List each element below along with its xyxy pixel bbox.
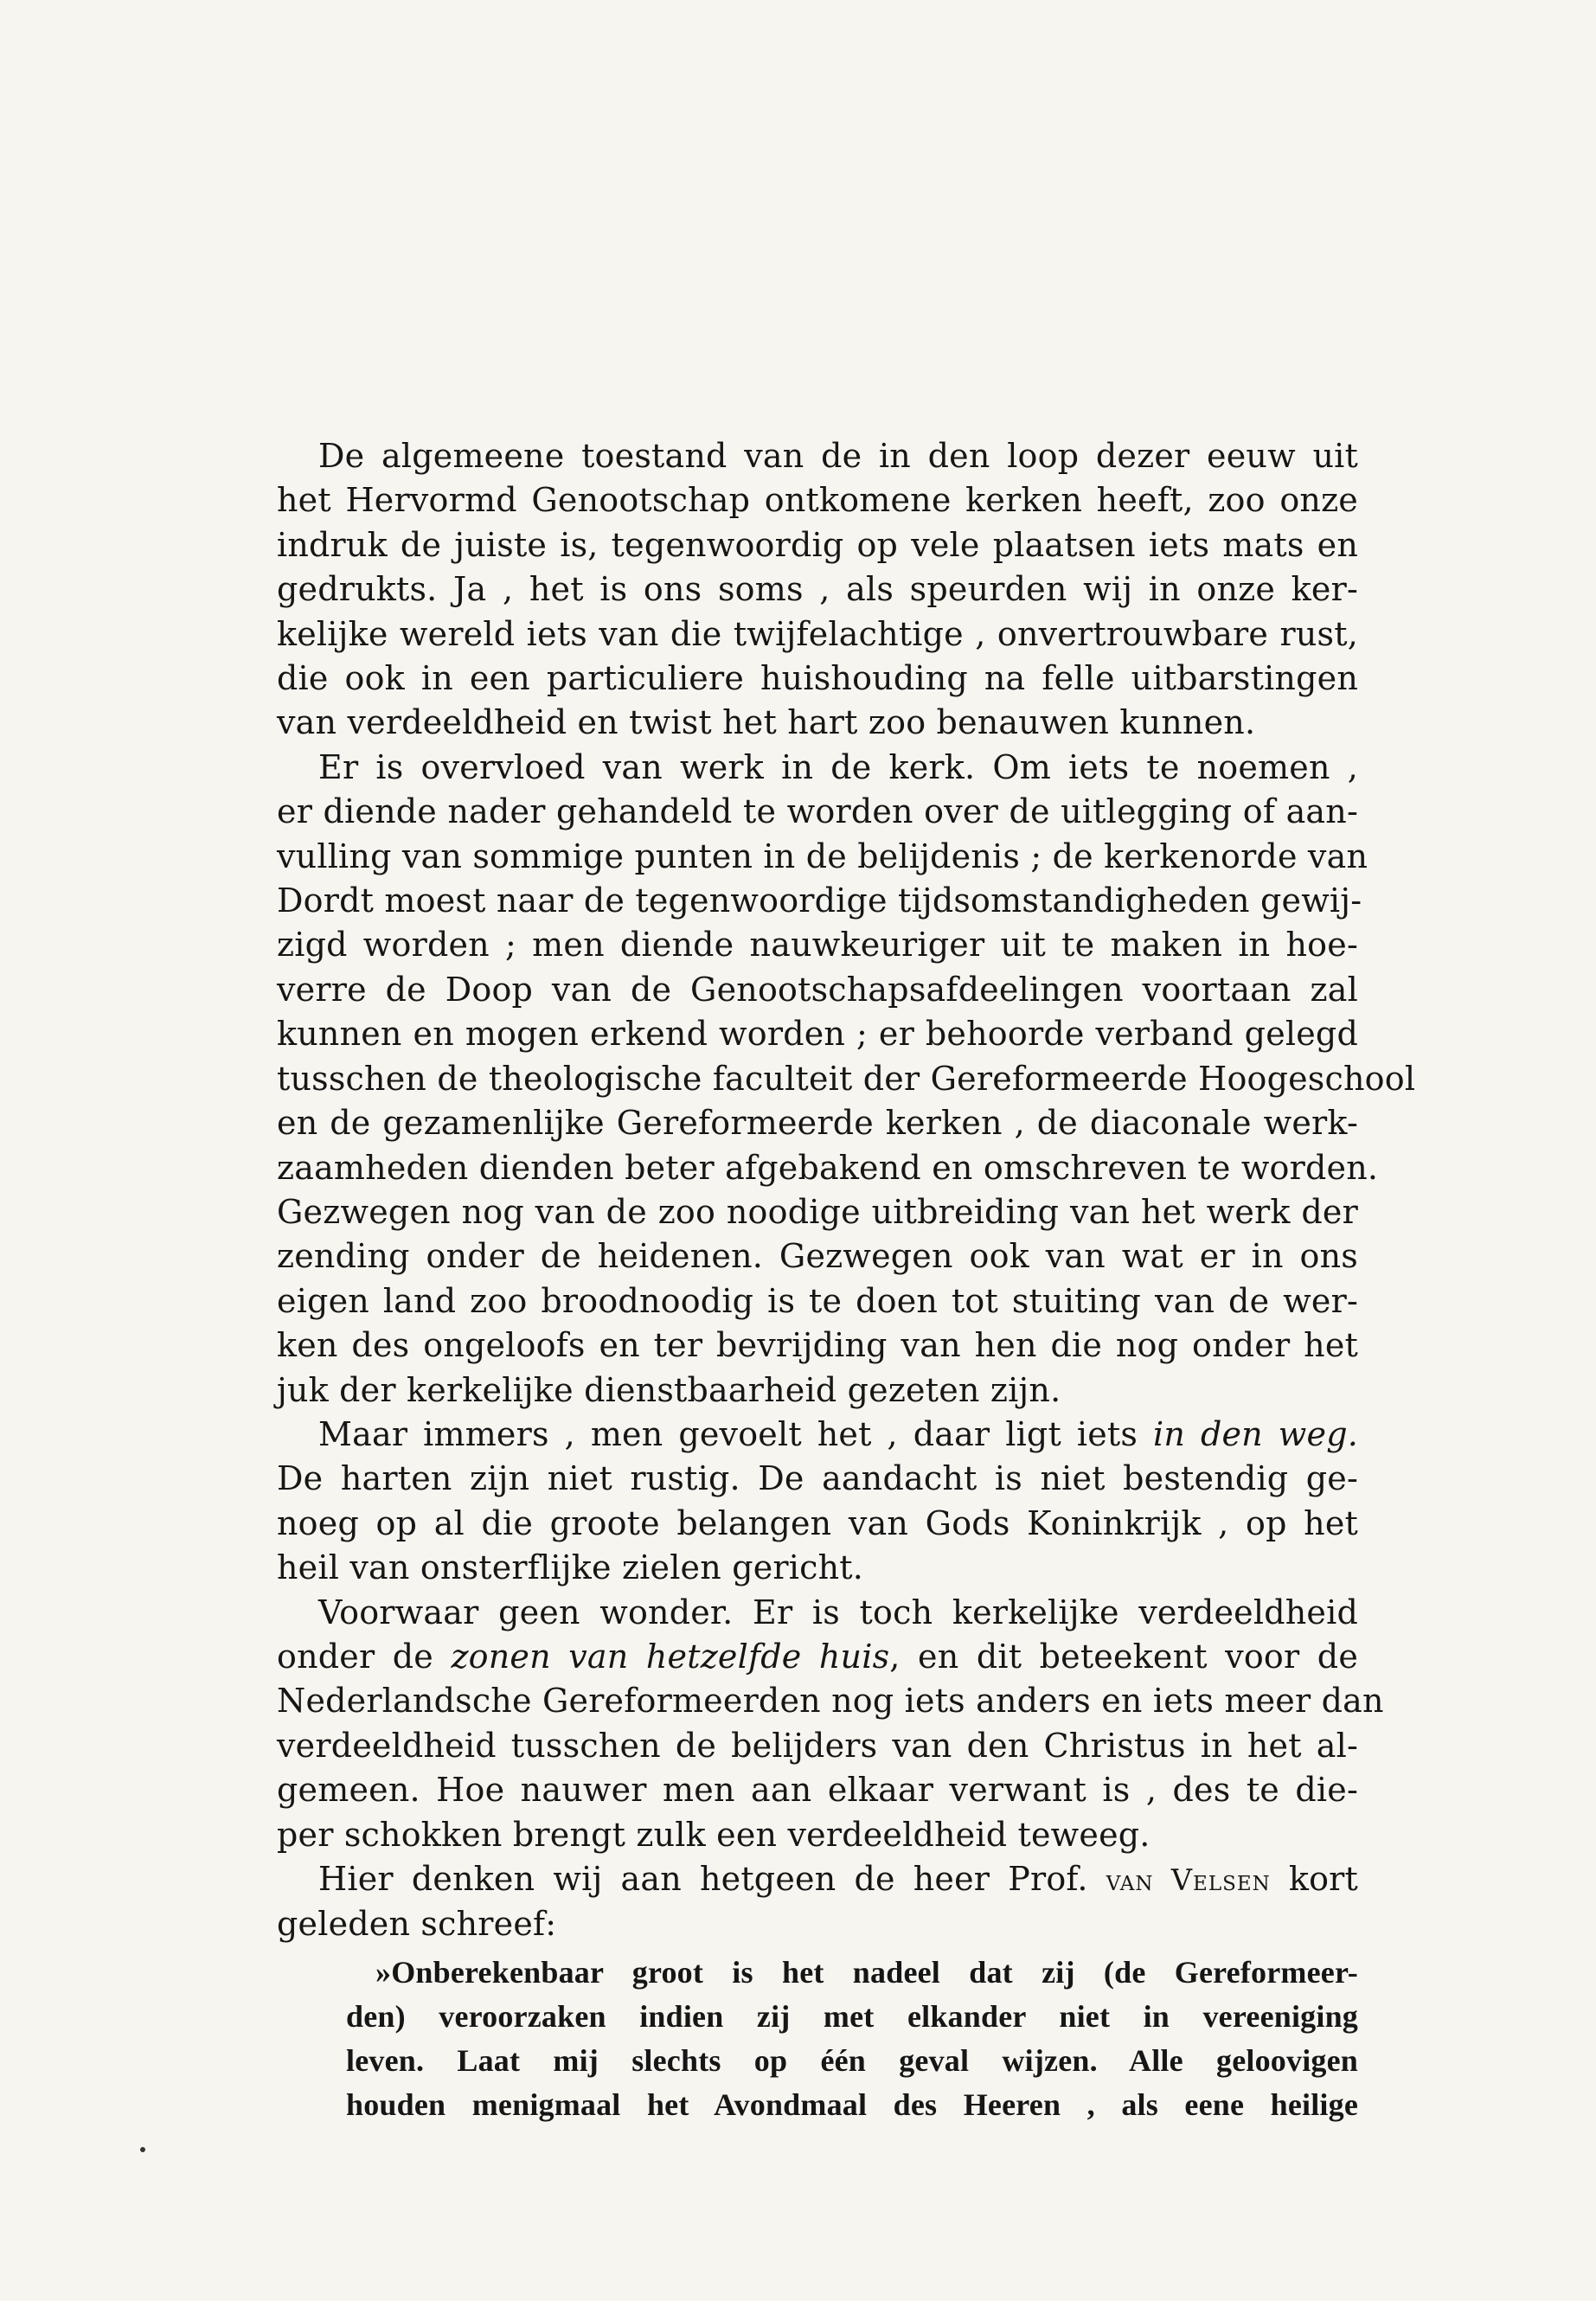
text-line: De algemeene toestand van de in den loop dezer eeuw uit (318, 437, 1358, 475)
block-quote (277, 1951, 1358, 2127)
italic-phrase: zonen van hetzelfde huis (451, 1637, 890, 1676)
body-text (277, 434, 1416, 2127)
italic-phrase: in den weg. (1153, 1414, 1359, 1453)
text-line: Voorwaar geen wonder. Er is toch kerkelijke verdeeldheid (318, 1593, 1358, 1631)
text-line: Dordt moest naar de tegenwoordige tijdsomstandigheden gewij- (277, 881, 1362, 920)
text-line: juk der kerkelijke dienstbaarheid gezeten zijn. (277, 1370, 1061, 1409)
text-line: Gezwegen nog van de zoo noodige uitbreiding van het werk der (277, 1192, 1358, 1231)
quote-line: houden menigmaal het Avondmaal des Heeren , als eene heilige (346, 2086, 1358, 2122)
text-line: De harten zijn niet rustig. De aandacht is niet bestendig ge- (277, 1459, 1358, 1498)
text-line: die ook in een particuliere huishouding na felle uitbarstingen (277, 659, 1358, 698)
text-line: eigen land zoo broodnoodig is te doen tot stuiting van de wer- (277, 1281, 1358, 1320)
text-line (277, 1857, 1358, 1902)
paragraph-1 (277, 434, 1358, 746)
text-line: Nederlandsche Gereformeerden nog iets anders en iets meer dan (277, 1682, 1384, 1721)
margin-speck (140, 2147, 145, 2152)
text-segment: Hier denken wij aan hetgeen de heer Prof. (318, 1860, 1088, 1898)
text-segment: kort (1288, 1860, 1358, 1898)
text-segment: , en dit beteekent voor de (889, 1637, 1359, 1676)
text-segment: Maar immers , men gevoelt het , daar ligt iets (318, 1414, 1138, 1453)
paragraph-3 (277, 1413, 1358, 1591)
text-line: heil van onsterflijke zielen gericht. (277, 1548, 864, 1587)
text-line: van verdeeldheid en twist het hart zoo benauwen kunnen. (277, 703, 1256, 742)
text-line: per schokken brengt zulk een verdeeldheid teweeg. (277, 1815, 1151, 1854)
text-line: en de gezamenlijke Gereformeerde kerken , de diaconale werk- (277, 1104, 1358, 1143)
text-line (277, 1635, 1358, 1679)
text-line: vulling van sommige punten in de belijdenis ; de kerkenorde van (277, 836, 1368, 875)
text-line: verre de Doop van de Genootschapsafdeelingen voortaan zal (277, 970, 1358, 1009)
text-line: er diende nader gehandeld te worden over de uitlegging of aan- (277, 792, 1358, 831)
text-segment: onder de (277, 1637, 433, 1676)
author-name: van Velsen (1106, 1863, 1271, 1897)
text-line: het Hervormd Genootschap ontkomene kerken heeft, zoo onze (277, 481, 1358, 520)
text-line: indruk de juiste is, tegenwoordig op vele plaatsen iets mats en (277, 525, 1358, 564)
paragraph-2 (277, 746, 1416, 1413)
text-line: Er is overvloed van werk in de kerk. Om iets te noemen , (318, 747, 1358, 786)
paragraph-4 (277, 1591, 1384, 1857)
text-line: kunnen en mogen erkend worden ; er behoorde verband gelegd (277, 1015, 1358, 1054)
text-line: gemeen. Hoe nauwer men aan elkaar verwant is , des te die- (277, 1771, 1358, 1810)
paragraph-5 (277, 1857, 1358, 1947)
text-line: zending onder de heidenen. Gezwegen ook van wat er in ons (277, 1237, 1358, 1276)
text-line: noeg op al die groote belangen van Gods Koninkrijk , op het (277, 1503, 1358, 1542)
text-line: zaamheden dienden beter afgebakend en omschreven te worden. (277, 1148, 1379, 1187)
text-line: tusschen de theologische faculteit der Gereformeerde Hoogeschool (277, 1059, 1416, 1098)
text-line: gedrukts. Ja , het is ons soms , als speurden wij in onze ker- (277, 570, 1358, 609)
text-line: geleden schreef: (277, 1905, 557, 1944)
text-line: ken des ongeloofs en ter bevrijding van hen die nog onder het (277, 1326, 1358, 1365)
quote-line: »Onberekenbaar groot is het nadeel dat zij (de Gereformeer- (375, 1954, 1358, 1990)
text-line: zigd worden ; men diende nauwkeuriger uit te maken in hoe- (277, 926, 1358, 965)
text-line: verdeeldheid tusschen de belijders van den Christus in het al- (277, 1726, 1358, 1765)
text-line (277, 1413, 1358, 1457)
text-line: kelijke wereld iets van die twijfelachtige , onvertrouwbare rust, (277, 614, 1358, 653)
quote-line: leven. Laat mij slechts op één geval wijzen. Alle geloovigen (346, 2042, 1358, 2078)
quote-line: den) veroorzaken indien zij met elkander niet in vereeniging (346, 1998, 1358, 2034)
